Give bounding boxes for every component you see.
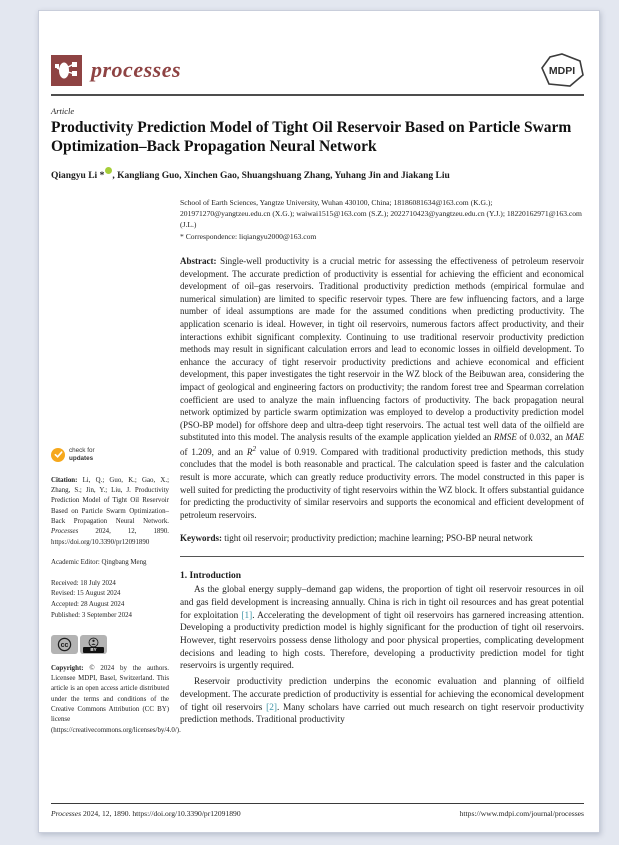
check-label-line2: updates	[69, 454, 94, 462]
rmse-metric: RMSE	[493, 432, 517, 443]
document-page	[38, 10, 600, 833]
footer-journal-url[interactable]: https://www.mdpi.com/journal/processes	[459, 809, 584, 818]
citation-journal: Processes	[51, 528, 79, 536]
processes-logo-icon[interactable]	[51, 55, 82, 86]
accepted-date: Accepted: 28 August 2024	[51, 601, 125, 609]
header-divider	[51, 94, 584, 96]
svg-text:cc: cc	[60, 641, 69, 649]
mdpi-logo[interactable]	[540, 53, 584, 87]
sidebar-metadata	[51, 197, 181, 736]
checkmark-icon	[51, 448, 65, 462]
intro-p1-text-a: As the global energy supply–demand gap widens, the proportion of tight oil reservoir resources in oil and gas field development is increasing annually. China is rich in tight oil resources and has great potential for exploitation	[180, 585, 584, 621]
r2-metric: $R^2$	[246, 443, 257, 457]
cc-by-license-badge[interactable]	[51, 635, 169, 654]
check-for-updates-badge[interactable]	[51, 447, 169, 463]
abstract-text-1: Single-well productivity is a crucial metric for assessing the effectiveness of petroleum reservoir development. The accurate prediction of productivity is essential for achieving the efficient and economical development of oil–gas reservoirs. Traditional productivity prediction methods (empirical formulae and numerical simulation) are limited to specific reservoir types. There are few influencing factors, and a large number of ideal assumptions are made for the assumed conditions when predicting productivity. The application scenario is ideal. However, in tight oil reservoirs, numerous factors affect productivity, and their interactions exhibit significant complexity. Continuing to use traditional reservoir productivity prediction methods may result in significant calculation errors and lead to economic losses in oilfield development. To enhance the accuracy of tight reservoir productivity predictions and achieve economical and efficient development, this paper investigates the tight reservoir in the WZ block of the Beibuwan area, considering the impact of geological and engineering factors on productivity; the random forest tree and Spearman correlation coefficient are used to analyze the main influencing factors of productivity. The back propagation neural network optimized by particle swarm optimization was employed to develop a productivity prediction model (PSO-BP model) for offshore deep and ultra-deep tight reservoirs. The actual test well data of the oilfield are substituted into this model. The analysis results of the example application yielded an	[180, 255, 584, 443]
keywords-line	[180, 532, 584, 545]
citation-text: Li, Q.; Guo, K.; Gao, X.; Zhang, S.; Jin, Y.; Liu, J. Productivity Prediction Model of Tight Oil Reservoir Based on Particle Swarm Optimization–Back Propagation Neural Network.	[51, 476, 169, 526]
cc-icon	[51, 635, 78, 654]
intro-p2-text-a: Reservoir productivity prediction underpins the economic evaluation and planning of oilfield development. The accurate prediction of productivity is essential for achieving the economical development of tight oil reservoirs	[180, 677, 584, 713]
mae-metric: MAE	[565, 432, 584, 443]
revised-date: Revised: 15 August 2024	[51, 590, 121, 598]
intro-paragraph-1	[180, 584, 584, 673]
abstract-text-4: value of 0.919. Compared with traditional productivity prediction methods, this study concludes that the model is both reasonable and practical. The calculation speed is faster and the calculation result is more accurate, which can greatly reduce productivity errors. The model constructed in this paper is well suited for predicting the productivity of tight reservoirs within the WZ block. It offers substantial guidance for predicting the productivity of similar reservoirs and supports the economical and efficient development of petroleum reservoirs.	[180, 446, 584, 520]
processes-logo-glyph	[55, 59, 78, 82]
page-footer	[51, 803, 584, 818]
copyright-label: Copyright:	[51, 664, 84, 672]
footer-citation[interactable]: Processes 2024, 12, 1890. https://doi.org/10.3390/pr12091890	[51, 809, 241, 818]
keywords-label: Keywords:	[180, 533, 222, 544]
cc-by-label: BY	[83, 647, 104, 653]
article-dates	[51, 579, 169, 622]
article-type-label: Article	[51, 106, 75, 116]
copyright-notice	[51, 664, 181, 737]
journal-header	[51, 53, 584, 87]
corresponding-star: *	[97, 170, 105, 181]
intro-p2-text-b: . Many scholars have carried out much research on tight reservoir productivity prediction methods. Traditional productivity	[180, 702, 584, 726]
author-rest: , Kangliang Guo, Xinchen Gao, Shuangshuang Zhang, Yuhang Jin and Jiakang Liu	[112, 170, 450, 181]
author-line	[51, 167, 584, 181]
main-column	[180, 197, 584, 736]
author-first: Qiangyu Li	[51, 170, 98, 181]
academic-editor: Academic Editor: Qingbang Meng	[51, 559, 147, 567]
citation-label: Citation:	[51, 476, 78, 484]
section-heading-introduction: 1. Introduction	[180, 571, 242, 582]
keywords-text: tight oil reservoir; productivity prediction; machine learning; PSO-BP neural network	[222, 533, 533, 544]
received-date: Received: 18 July 2024	[51, 579, 116, 587]
svg-text:MDPI: MDPI	[548, 65, 576, 77]
reference-link-1[interactable]: [1]	[241, 610, 253, 621]
citation-doi[interactable]: 2024, 12, 1890. https://doi.org/10.3390/pr12091890	[51, 528, 169, 546]
intro-p1-text-b: . Accelerating the development of tight oil reservoirs has garnered increasing attention. Developing a productivity prediction model is highly significant for the production of tight oil reservoirs. However, tight reservoirs possess dense lithology and poor physical properties, complicating development decisions and leading to high costs. Therefore, developing a productivity prediction model for tight reservoirs is urgently required.	[180, 610, 584, 672]
cc-by-person-icon	[80, 635, 107, 654]
abstract-label: Abstract:	[180, 255, 217, 266]
check-for-updates-label	[69, 447, 95, 463]
reference-link-2[interactable]: [2]	[266, 702, 277, 713]
intro-paragraph-2	[180, 676, 584, 727]
affiliation-block	[180, 197, 584, 242]
journal-name: processes	[91, 57, 182, 82]
copyright-text: © 2024 by the authors. Licensee MDPI, Basel, Switzerland. This article is an open access article distributed under the terms and conditions of the Creative Commons Attribution (CC BY) license (https://creativecommons.org/licenses/by/4.0/).	[51, 664, 181, 734]
keywords-divider	[180, 556, 584, 557]
abstract-text-3: of 1.209, and an	[180, 446, 247, 457]
body-columns	[51, 197, 584, 736]
published-date: Published: 3 September 2024	[51, 612, 132, 620]
citation-block	[51, 476, 169, 549]
abstract-text-2: of 0.032, an	[516, 432, 566, 443]
abstract-paragraph	[180, 255, 584, 521]
page-title: Productivity Prediction Model of Tight Oil Reservoir Based on Particle Swarm Optimization–Back Propagation Neural Network	[51, 119, 572, 155]
check-label-line1: check for	[69, 446, 95, 454]
correspondence-line[interactable]: * Correspondence: liqiangyu2000@163.com	[180, 231, 317, 241]
affiliation-text: School of Earth Sciences, Yangtze University, Wuhan 430100, China; 18186081634@163.com (K.G.); 201971270@yangtzeu.edu.cn (X.G.); waiwai1515@163.com (S.Z.); 2022710423@yangtzeu.edu.cn (Y.J.); 18220162971@163.com (J.L.)	[180, 197, 582, 229]
